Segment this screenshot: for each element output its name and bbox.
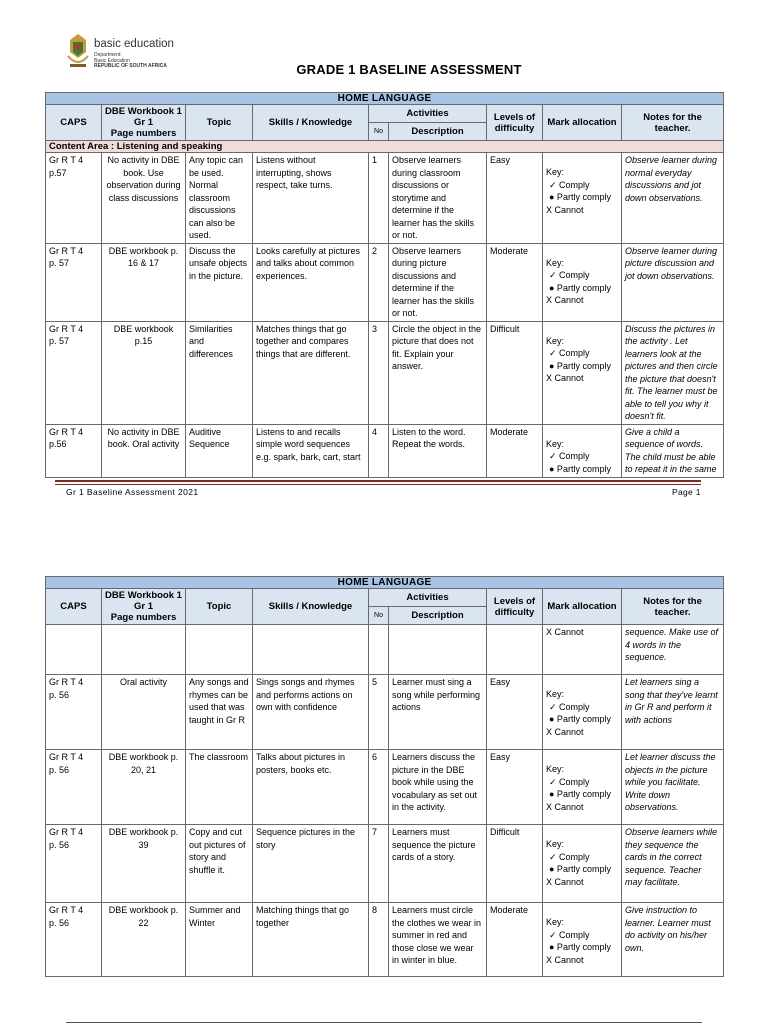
workbook-cell: DBE workbook p.15: [102, 321, 186, 424]
footer-page-number: Page 1: [672, 487, 701, 497]
difficulty-cell: Moderate: [487, 243, 543, 321]
content-area: Content Area : Listening and speaking: [46, 141, 724, 153]
workbook-cell: No activity in DBE book. Oral activity: [102, 424, 186, 477]
difficulty-cell: Easy: [487, 153, 543, 244]
caps-cell: Gr R T 4 p.57: [46, 153, 102, 244]
section-header: HOME LANGUAGE: [46, 93, 724, 105]
section-header: HOME LANGUAGE: [46, 577, 724, 589]
skills-cell: Matches things that go together and compares things that are different.: [253, 321, 369, 424]
header-caps: CAPS: [46, 589, 102, 625]
table-row: [46, 424, 724, 477]
difficulty-cell: Easy: [487, 675, 543, 750]
mark-key-line: ✓ Comply: [549, 776, 590, 787]
topic-cell: Copy and cut out pictures of story and shuffle it.: [186, 825, 253, 903]
teacher-notes-cell: Discuss the pictures in the activity . Let learners look at the pictures and then circle the picture that doesn't fit. The learner must be able to tell you why it doesn't fit.: [622, 321, 724, 424]
assessment-table-page-1: [45, 92, 724, 478]
topic-cell: Similarities and differences: [186, 321, 253, 424]
teacher-notes-cell: Give a child a sequence of words. The child must be able to repeat it in the same: [622, 424, 724, 477]
mark-key-line: ✓ Comply: [549, 348, 590, 358]
header-topic: Topic: [186, 589, 253, 625]
caps-cell: Gr R T 4 p. 56: [46, 750, 102, 825]
page-bottom-rule: [66, 1022, 702, 1023]
skills-cell: Sings songs and rhymes and performs actions on own with confidence: [253, 675, 369, 750]
skills-cell: Looks carefully at pictures and talks about common experiences.: [253, 243, 369, 321]
table-row: [46, 825, 724, 903]
mark-key-line: ● Partly comply: [549, 463, 611, 474]
teacher-notes-cell: Observe learner during normal everyday discussions and jot down observations.: [622, 153, 724, 244]
caps-cell: Gr R T 4 p.56: [46, 424, 102, 477]
table-row: [46, 903, 724, 977]
description-cell: Learners must sequence the picture cards of a story.: [389, 825, 487, 903]
header-caps: CAPS: [46, 105, 102, 141]
mark-key-line: Key:: [546, 257, 565, 268]
mark-allocation-cell: [543, 321, 622, 424]
description-cell: Learners discuss the picture in the DBE book while using the vocabulary as set out in the activity.: [389, 750, 487, 825]
table-row: [46, 675, 724, 750]
topic-cell: Any songs and rhymes can be used that was taught in Gr R: [186, 675, 253, 750]
difficulty-cell: Easy: [487, 750, 543, 825]
mark-key-line: ✓ Comply: [549, 851, 590, 862]
mark-allocation-cell: [543, 750, 622, 825]
activity-number: 1: [369, 153, 389, 244]
mark-key-line: X Cannot: [546, 295, 584, 305]
logo-name: basic education: [94, 38, 174, 50]
mark-key-line: X Cannot: [546, 726, 584, 737]
mark-key-line: ✓ Comply: [549, 270, 590, 280]
header-mark: Mark allocation: [543, 589, 622, 625]
mark-key-line: Key:: [546, 764, 565, 774]
mark-key-line: X Cannot: [546, 801, 584, 812]
activity-number: 2: [369, 243, 389, 321]
workbook-cell: DBE workbook p. 20, 21: [102, 750, 186, 825]
continuation-notes: sequence. Make use of 4 words in the sequence.: [622, 625, 724, 675]
header-activities: Activities: [369, 105, 487, 123]
header-topic: Topic: [186, 105, 253, 141]
mark-allocation-cell: [543, 903, 622, 977]
difficulty-cell: Difficult: [487, 825, 543, 903]
mark-allocation-cell: [543, 675, 622, 750]
caps-cell: Gr R T 4 p. 57: [46, 243, 102, 321]
header-workbook: DBE Workbook 1 Gr 1 Page numbers: [102, 105, 186, 141]
workbook-cell: DBE workbook p. 16 & 17: [102, 243, 186, 321]
teacher-notes-cell: Observe learner during picture discussion and jot down observations.: [622, 243, 724, 321]
workbook-cell: No activity in DBE book. Use observation during class discussions: [102, 153, 186, 244]
mark-key-line: X Cannot: [546, 876, 584, 887]
mark-key-line: ● Partly comply: [549, 282, 611, 293]
caps-cell: Gr R T 4 p. 56: [46, 903, 102, 977]
header-notes: Notes for the teacher.: [622, 105, 724, 141]
mark-key-line: X Cannot: [546, 373, 584, 383]
header-skills: Skills / Knowledge: [253, 105, 369, 141]
description-cell: Learner must sing a song while performing actions: [389, 675, 487, 750]
mark-key-line: ✓ Comply: [549, 701, 590, 712]
logo-subtitle: Department: Basic Education REPUBLIC OF SOUTH AFRICA: [94, 52, 167, 69]
header-workbook: DBE Workbook 1 Gr 1 Page numbers: [102, 589, 186, 625]
skills-cell: Sequence pictures in the story: [253, 825, 369, 903]
topic-cell: The classroom: [186, 750, 253, 825]
teacher-notes-cell: Let learners sing a song that they've learnt in Gr R and perform it with actions: [622, 675, 724, 750]
topic-cell: Auditive Sequence: [186, 424, 253, 477]
mark-key-line: ● Partly comply: [549, 360, 611, 371]
difficulty-cell: Moderate: [487, 903, 543, 977]
header-skills: Skills / Knowledge: [253, 589, 369, 625]
continuation-row: [46, 625, 724, 675]
topic-cell: Discuss the unsafe objects in the picture.: [186, 243, 253, 321]
mark-allocation-cell: [543, 153, 622, 244]
header-no: No: [369, 123, 389, 141]
topic-cell: Summer and Winter: [186, 903, 253, 977]
mark-key-line: Key:: [546, 689, 565, 699]
description-cell: Observe learners during classroom discussions or storytime and determine if the learner has the skills or not.: [389, 153, 487, 244]
teacher-notes-cell: Observe learners while they sequence the cards in the correct sequence. Teacher may facilitate.: [622, 825, 724, 903]
description-cell: Learners must circle the clothes we wear in summer in red and those close we wear in winter in blue.: [389, 903, 487, 977]
mark-key-line: ✓ Comply: [549, 451, 590, 461]
mark-key-line: ● Partly comply: [549, 714, 611, 724]
caps-cell: Gr R T 4 p. 57: [46, 321, 102, 424]
header-description: Description: [389, 123, 487, 141]
teacher-notes-cell: Give instruction to learner. Learner must do activity on his/her own.: [622, 903, 724, 977]
mark-key-line: Key:: [546, 335, 565, 346]
header-activities: Activities: [369, 589, 487, 607]
activity-number: 4: [369, 424, 389, 477]
mark-allocation-cell: [543, 424, 622, 477]
teacher-notes-cell: Let learner discuss the objects in the picture while you facilitate. Write down observations.: [622, 750, 724, 825]
mark-key-line: X Cannot: [546, 204, 584, 215]
caps-cell: Gr R T 4 p. 56: [46, 825, 102, 903]
activity-number: 5: [369, 675, 389, 750]
activity-number: 8: [369, 903, 389, 977]
skills-cell: Listens to and recalls simple word sequences e.g. spark, bark, cart, start: [253, 424, 369, 477]
mark-key-line: Key:: [546, 917, 565, 927]
mark-key-line: ✓ Comply: [549, 179, 590, 190]
description-cell: Listen to the word. Repeat the words.: [389, 424, 487, 477]
document-title: GRADE 1 BASELINE ASSESSMENT: [296, 62, 522, 77]
header-notes: Notes for the teacher.: [622, 589, 724, 625]
skills-cell: Matching things that go together: [253, 903, 369, 977]
mark-key-line: ● Partly comply: [549, 192, 611, 202]
footer-left: Gr 1 Baseline Assessment 2021: [66, 487, 199, 497]
difficulty-cell: Difficult: [487, 321, 543, 424]
header-no: No: [369, 607, 389, 625]
footer-rule-thin: [55, 484, 701, 485]
table-row: [46, 321, 724, 424]
mark-key-line: Key:: [546, 438, 565, 449]
workbook-cell: DBE workbook p. 22: [102, 903, 186, 977]
table-row: [46, 750, 724, 825]
table-row: [46, 153, 724, 244]
footer-rule: [55, 480, 701, 482]
mark-key-line: ● Partly comply: [549, 942, 611, 952]
description-cell: Circle the object in the picture that does not fit. Explain your answer.: [389, 321, 487, 424]
mark-key-line: Key:: [546, 839, 565, 849]
assessment-table-page-2: [45, 576, 724, 977]
header-mark: Mark allocation: [543, 105, 622, 141]
difficulty-cell: Moderate: [487, 424, 543, 477]
activity-number: 3: [369, 321, 389, 424]
header-description: Description: [389, 607, 487, 625]
mark-key-line: ● Partly comply: [549, 864, 611, 874]
mark-allocation-cell: [543, 825, 622, 903]
table-row: [46, 243, 724, 321]
mark-key-line: Key:: [546, 167, 565, 177]
workbook-cell: DBE workbook p. 39: [102, 825, 186, 903]
activity-number: 6: [369, 750, 389, 825]
mark-key-line: X Cannot: [546, 954, 584, 965]
caps-cell: Gr R T 4 p. 56: [46, 675, 102, 750]
mark-key-line: ● Partly comply: [549, 789, 611, 799]
header-levels: Levels of difficulty: [487, 589, 543, 625]
activity-number: 7: [369, 825, 389, 903]
topic-cell: Any topic can be used. Normal classroom discussions can also be used.: [186, 153, 253, 244]
skills-cell: Talks about pictures in posters, books etc.: [253, 750, 369, 825]
workbook-cell: Oral activity: [102, 675, 186, 750]
header-levels: Levels of difficulty: [487, 105, 543, 141]
mark-allocation-cell: [543, 243, 622, 321]
skills-cell: Listens without interrupting, shows respect, take turns.: [253, 153, 369, 244]
continuation-mark: X Cannot: [543, 625, 622, 675]
description-cell: Observe learners during picture discussions and determine if the learner has the skills or not.: [389, 243, 487, 321]
mark-key-line: ✓ Comply: [549, 929, 590, 940]
